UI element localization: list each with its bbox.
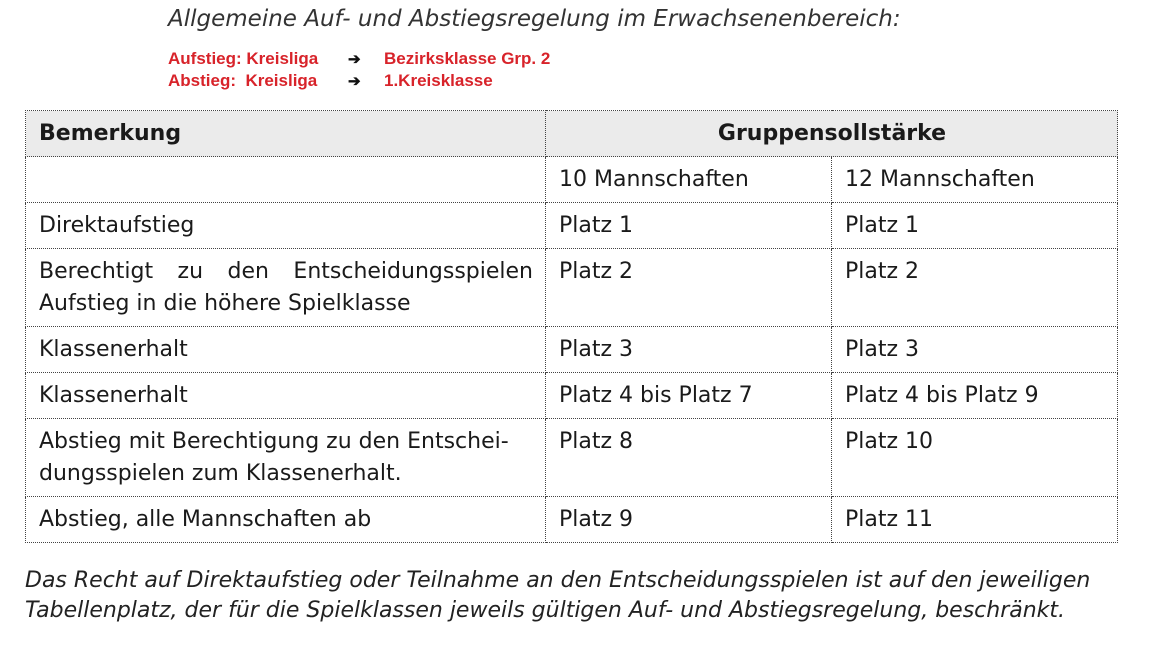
- header-bemerkung: Bemerkung: [26, 111, 546, 157]
- footnote: Das Recht auf Direktaufstieg oder Teilnahme an den Entscheidungsspielen ist auf den jeweiligen Tabellenplatz, der für die Spielklassen jeweils gültigen Auf- und Abstiegsregelung, beschränkt.: [25, 568, 1091, 623]
- regulation-table: [25, 110, 1118, 543]
- table-header-row: [26, 111, 1118, 157]
- table-cell: Klassenerhalt: [26, 327, 546, 373]
- table-cell: Direktaufstieg: [26, 203, 546, 249]
- table-cell: Platz 3: [832, 327, 1118, 373]
- table-cell: Platz 4 bis Platz 9: [832, 373, 1118, 419]
- table-cell: Berechtigt zu den Entscheidungsspielen Aufstieg in die höhere Spielklasse: [26, 249, 546, 327]
- table-cell: Platz 3: [546, 327, 832, 373]
- table-row: [26, 327, 1118, 373]
- promotion-rule-label: Aufstieg: Kreisliga: [168, 49, 319, 68]
- table-cell: Platz 2: [546, 249, 832, 327]
- table-cell: Platz 8: [546, 419, 832, 497]
- page-heading: Allgemeine Auf- und Abstiegsregelung im Erwachsenenbereich:: [168, 6, 901, 32]
- table-cell: Platz 2: [832, 249, 1118, 327]
- table-cell: Platz 1: [832, 203, 1118, 249]
- table-cell: 12 Mannschaften: [832, 157, 1118, 203]
- table-row: [26, 373, 1118, 419]
- table-row: [26, 203, 1118, 249]
- table-subheader-row: [26, 157, 1118, 203]
- table-cell: Platz 9: [546, 497, 832, 543]
- table-cell: Abstieg mit Berechtigung zu den Entschei-dungsspielen zum Klassenerhalt.: [26, 419, 546, 497]
- table-cell: Platz 11: [832, 497, 1118, 543]
- promotion-rule-target: Bezirksklasse Grp. 2: [384, 49, 551, 68]
- arrow-right-icon: ➔: [348, 73, 361, 90]
- relegation-rule-target: 1.Kreisklasse: [384, 71, 493, 90]
- relegation-rule: [168, 71, 493, 91]
- table-row: [26, 497, 1118, 543]
- table-cell: Klassenerhalt: [26, 373, 546, 419]
- table-cell: Platz 10: [832, 419, 1118, 497]
- table-cell: Abstieg, alle Mannschaften ab: [26, 497, 546, 543]
- table-cell: [26, 157, 546, 203]
- table-row: [26, 249, 1118, 327]
- table-cell: Platz 1: [546, 203, 832, 249]
- table-cell: Platz 4 bis Platz 7: [546, 373, 832, 419]
- table-row: [26, 419, 1118, 497]
- promotion-rule: [168, 49, 550, 69]
- relegation-rule-label: Abstieg: Kreisliga: [168, 71, 318, 90]
- table-cell: 10 Mannschaften: [546, 157, 832, 203]
- arrow-right-icon: ➔: [348, 51, 361, 68]
- header-gruppensollstaerke: Gruppensollstärke: [546, 111, 1118, 157]
